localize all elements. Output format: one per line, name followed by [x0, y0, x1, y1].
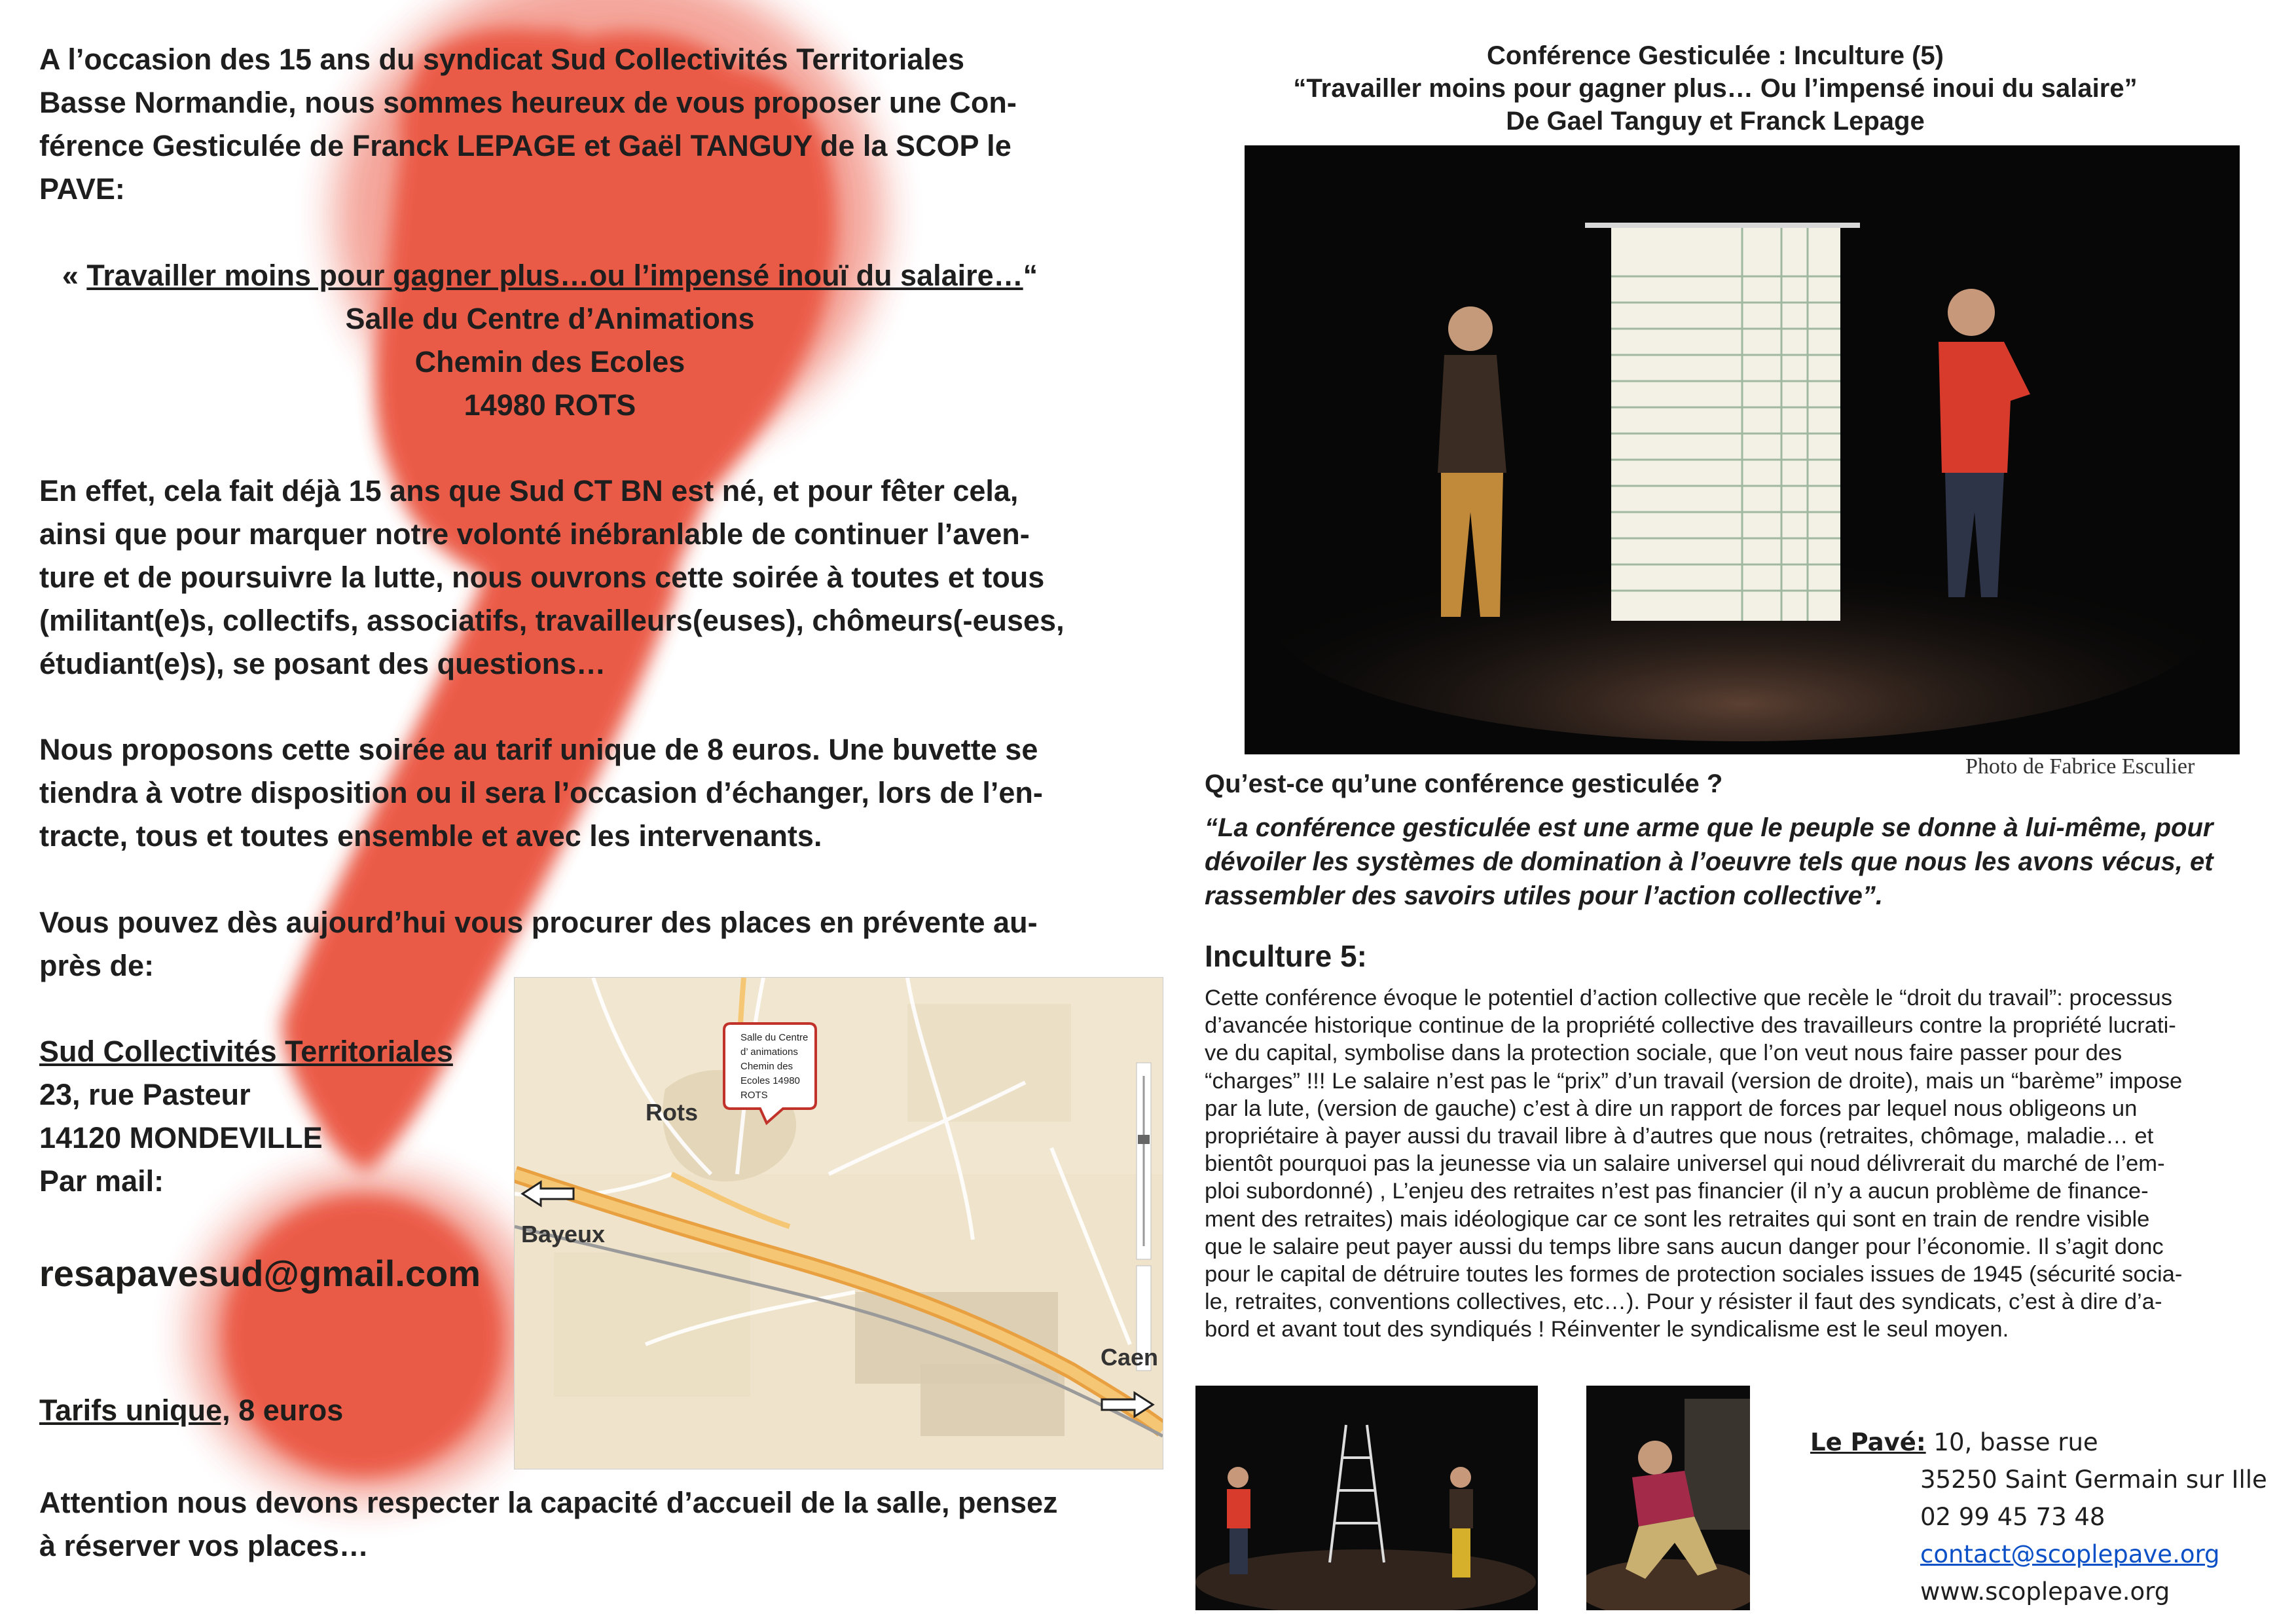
body-line: que le salaire peut payer aussi du temps libre sans aucun danger pour l’économie. Il s’agit donc: [1205, 1234, 2164, 1259]
conference-title: Conférence Gesticulée : Inculture (5) “Travailler moins pour gagner plus… Ou l’impensé inoui du salaire” De Gael Tanguy et Franck Lepage: [1293, 41, 2138, 136]
map-label-rots: Rots: [646, 1099, 698, 1126]
map-canvas: [515, 978, 1163, 1469]
body-line: propriétaire à payer aussi du travail libre à d’autres que nous (retraites, chômage, maladie… et: [1205, 1124, 2154, 1149]
map-zoom-control[interactable]: [1137, 1063, 1151, 1371]
map-bubble-line: Ecoles 14980: [740, 1075, 800, 1086]
body-line: par la lute, (version de gauche) c’est à dire un rapport de forces par lequel nous obligeons un: [1205, 1096, 2138, 1121]
map-bubble-line: d’ animations: [740, 1046, 798, 1058]
venue-city: 14980 ROTS: [464, 388, 636, 422]
contact-city: 14120 MONDEVILLE: [39, 1121, 323, 1154]
inculture-heading: Inculture 5:: [1205, 939, 1367, 973]
body-line: bord et avant tout des syndiqués ! Réinventer le syndicalisme est le seul moyen.: [1205, 1317, 2009, 1342]
venue-street: Chemin des Ecoles: [414, 345, 685, 378]
contact-street: 23, rue Pasteur: [39, 1078, 251, 1111]
map-label-bayeux: Bayeux: [521, 1221, 606, 1247]
event-title: « Travailler moins pour gagner plus…ou l’impensé inouï du salaire…“: [62, 259, 1038, 292]
photo-credit: Photo de Fabrice Esculier: [1965, 754, 2195, 779]
body-line: “charges” !!! Le salaire n’est pas le “prix” d’un travail (version de droite), mais un “barème” impose: [1205, 1068, 2183, 1094]
stage-photo: [1245, 145, 2240, 754]
stage-photo-ladder: [1195, 1386, 1538, 1610]
body-line: bientôt pourquoi pas la jeunesse via un salaire universel qui noud délivrerait du marché de l’em-: [1205, 1151, 2165, 1177]
pave-email-link[interactable]: contact@scoplepave.org: [1920, 1540, 2220, 1568]
price-paragraph: Nous proposons cette soirée au tarif unique de 8 euros. Une buvette se tiendra à votre disposition ou il sera l’occasion d’échanger, lors de l’en- tracte, tous et toutes ensemble et avec les intervenants.: [39, 733, 1043, 853]
contact-mail-label: Par mail:: [39, 1164, 164, 1198]
definition-quote: “La conférence gesticulée est une arme que le peuple se donne à lui-même, pour dévoiler les systèmes de domination à l’oeuvre tels que nous les avons vécus, et rassembler des savoirs utiles pour l’action collective”.: [1205, 813, 2214, 910]
body-line: ment des retraites) mais idéologique car ce sont les retraites qui sont en train de rendre visible: [1205, 1206, 2150, 1232]
contact-org: Sud Collectivités Territoriales: [39, 1035, 453, 1068]
map-bubble-line: Chemin des: [740, 1061, 793, 1072]
map-bubble-line: Salle du Centre: [740, 1032, 809, 1043]
pave-website-link[interactable]: www.scoplepave.org: [1920, 1578, 2170, 1606]
body-line: d’avancée historique continue de la propriété collective des travailleurs contre la propriété lucrati-: [1205, 1013, 2176, 1039]
map-bubble-line: ROTS: [740, 1090, 768, 1101]
body-line: ve du capital, symbolise dans la protection sociale, que l’on veut nous faire passer pour des: [1205, 1041, 2123, 1066]
body-line: pour le capital de détruire toutes les formes de protection sociales issues de 1945 (sécurité socia-: [1205, 1262, 2183, 1287]
presale-paragraph: Vous pouvez dès aujourd’hui vous procurer des places en prévente au- près de:: [39, 906, 1038, 982]
presale-contact: [39, 1030, 511, 1203]
question-heading: Qu’est-ce qu’une conférence gesticulée ?: [1205, 769, 1723, 798]
body-line: Cette conférence évoque le potentiel d’action collective que recèle le “droit du travail”: processus: [1205, 986, 2173, 1010]
inculture-description: [1205, 984, 2272, 1344]
stage-photo-performer: [1586, 1386, 1750, 1610]
body-line: le, retraites, conventions collectives, etc…). Pour y résister il faut des syndicats, c’est à dire d’a-: [1205, 1289, 2162, 1315]
body-line: ploi subordonné) , L’enjeu des retraites n’est pas financier (il n’y a aucun problème de finance-: [1205, 1179, 2149, 1204]
map-label-caen: Caen: [1101, 1344, 1159, 1371]
location-map[interactable]: [514, 977, 1163, 1469]
price-line: Tarifs unique, 8 euros: [39, 1393, 344, 1427]
venue-name: Salle du Centre d’Animations: [345, 302, 755, 335]
capacity-warning: Attention nous devons respecter la capacité d’accueil de la salle, pensez à réserver vos places…: [39, 1486, 1058, 1562]
presale-email-link[interactable]: resapavesud@gmail.com: [39, 1253, 481, 1294]
anniversary-paragraph: En effet, cela fait déjà 15 ans que Sud CT BN est né, et pour fêter cela, ainsi que pour marquer notre volonté inébranlable de continuer l’aven- ture et de poursuivre la lutte, nous ouvrons cette soirée à toutes et tous (militant(e)s, collectifs, associatifs, travailleurs(euses), chômeurs(-euses, étudiant(e)s), se posant des questions…: [39, 474, 1065, 680]
event-details: [39, 254, 1061, 427]
intro-paragraph: A l’occasion des 15 ans du syndicat Sud Collectivités Territoriales Basse Normandie, nous sommes heureux de vous proposer une Con- férence Gesticulée de Franck LEPAGE et Gaël TANGUY de la SCOP le PAVE:: [39, 43, 1017, 206]
pave-label: Le Pavé:: [1810, 1428, 1926, 1456]
pave-contact: Le Pavé: 10, basse rue 35250 Saint Germain sur Ille 02 99 45 73 48 contact@scoplepave.org www.scoplepave.org: [1810, 1424, 2267, 1610]
